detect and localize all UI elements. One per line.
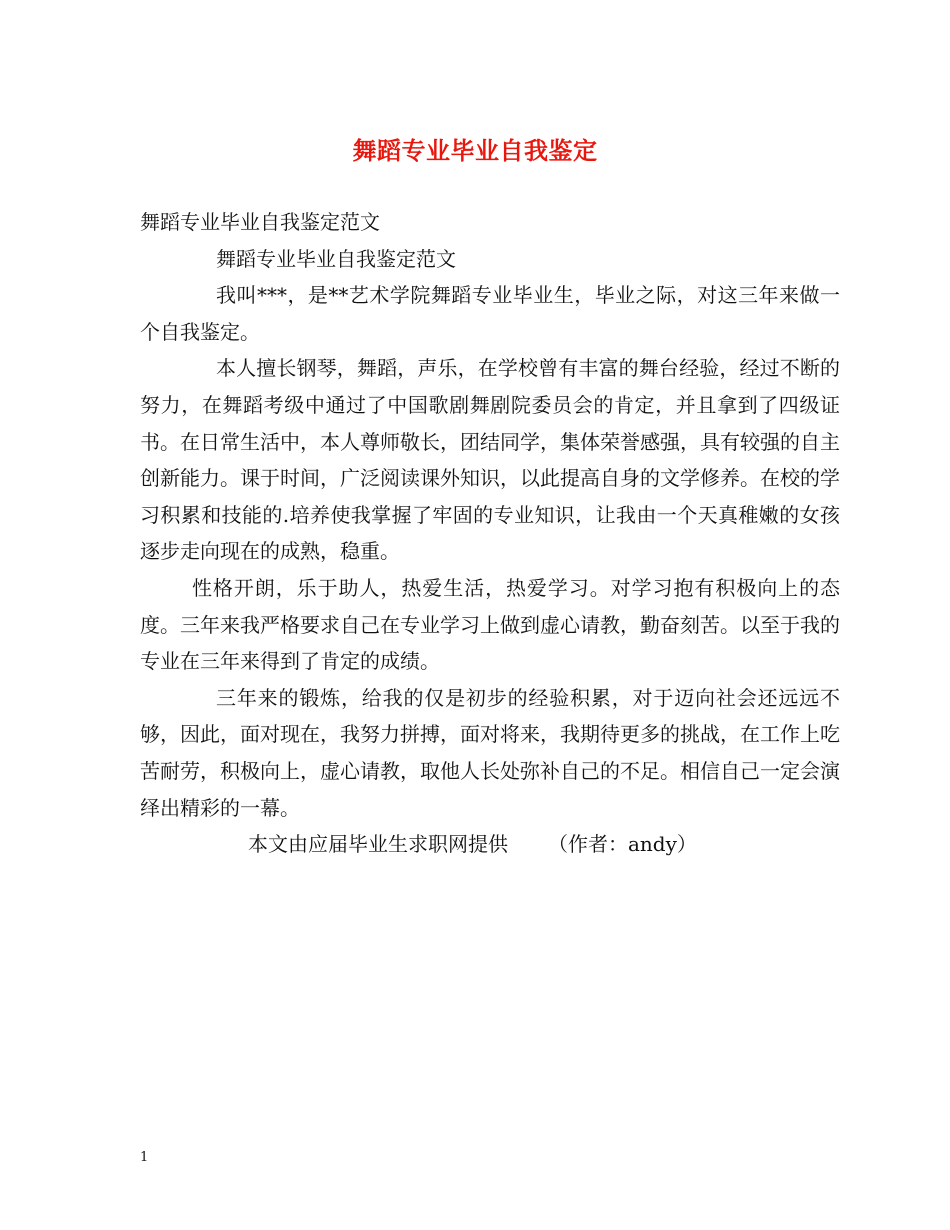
subtitle-left: 舞蹈专业毕业自我鉴定范文 bbox=[140, 210, 380, 234]
document-body bbox=[140, 204, 840, 863]
paragraph-personality: 性格开朗，乐于助人，热爱生活，热爱学习。对学习抱有积极向上的态度。三年来我严格要求自己在专业学习上做到虚心请教，勤奋刻苦。以至于我的专业在三年来得到了肯定的成绩。 bbox=[140, 575, 840, 674]
document-title: 舞蹈专业毕业自我鉴定 bbox=[352, 136, 598, 165]
source-credit: 本文由应届毕业生求职网提供 bbox=[248, 832, 508, 857]
paragraph-outlook: 三年来的锻炼，给我的仅是初步的经验积累，对于迈向社会还远远不够，因此，面对现在，我努力拼搏，面对将来，我期待更多的挑战，在工作上吃苦耐劳，积极向上，虚心请教，取他人长处弥补自己的不足。相信自己一定会演绎出精彩的一幕。 bbox=[140, 685, 840, 820]
subtitle-indented: 舞蹈专业毕业自我鉴定范文 bbox=[216, 246, 456, 271]
paragraph-intro: 我叫***，是**艺术学院舞蹈专业毕业生，毕业之际，对这三年来做一个自我鉴定。 bbox=[140, 283, 840, 344]
paragraph-skills: 本人擅长钢琴，舞蹈，声乐，在学校曾有丰富的舞台经验，经过不断的努力，在舞蹈考级中通过了中国歌剧舞剧院委员会的肯定，并且拿到了四级证书。在日常生活中，本人尊师敬长，团结同学，集体荣誉感强，具有较强的自主创新能力。课于时间，广泛阅读课外知识，以此提高自身的文学修养。在校的学习积累和技能的.培养使我掌握了牢固的专业知识，让我由一个天真稚嫩的女孩逐步走向现在的成熟，稳重。 bbox=[140, 356, 840, 564]
author-credit: （作者：andy） bbox=[548, 832, 697, 857]
source-credit-line bbox=[140, 826, 840, 863]
page-number: 1 bbox=[140, 1150, 149, 1165]
